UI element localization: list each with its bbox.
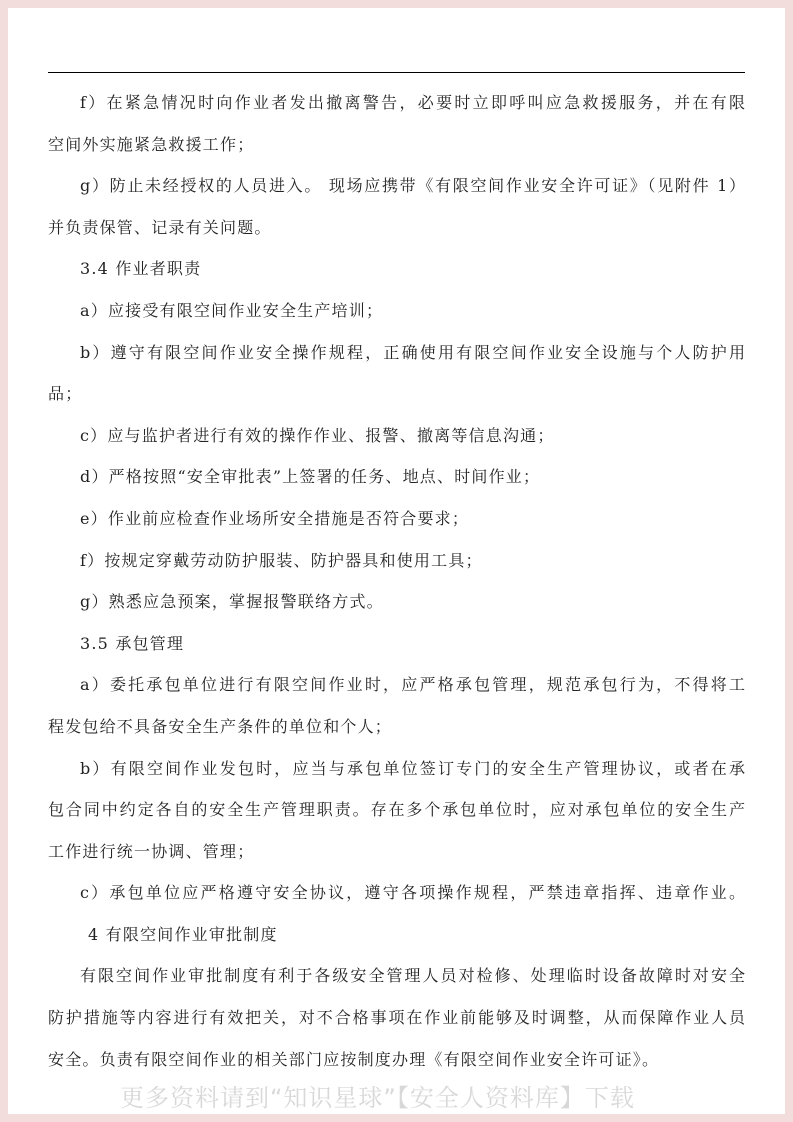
- section-heading: 4 有限空间作业审批制度: [88, 924, 278, 944]
- text-line: e）作业前应检查作业场所安全措施是否符合要求；: [80, 508, 470, 528]
- text-line: a）应接受有限空间作业安全生产培训；: [80, 300, 384, 320]
- text-line: 品；: [48, 384, 83, 404]
- text-line: 安全。负责有限空间作业的相关部门应按制度办理《有限空间作业安全许可证》。: [48, 1049, 660, 1069]
- watermark: 更多资料请到“知识星球”【安全人资料库】下载: [120, 1084, 635, 1112]
- text-line: 工作进行统一协调、管理；: [48, 841, 255, 861]
- text-line: b）遵守有限空间作业安全操作规程，正确使用有限空间作业安全设施与个人防护用: [80, 342, 745, 362]
- text-line: f）按规定穿戴劳动防护服装、防护器具和使用工具；: [80, 550, 483, 570]
- text-line: f）在紧急情况时向作业者发出撤离警告，必要时立即呼叫应急救援服务，并在有限: [80, 93, 745, 112]
- text-line: 空间外实施紧急救援工作；: [48, 134, 255, 154]
- text-line: 有限空间作业审批制度有利于各级安全管理人员对检修、处理临时设备故障时对安全: [80, 966, 745, 986]
- document-body: [48, 82, 745, 1080]
- text-line: 并负责保管、记录有关问题。: [48, 217, 272, 237]
- text-line: g）熟悉应急预案，掌握报警联络方式。: [80, 592, 384, 612]
- text-line: g）防止未经授权的人员进入。 现场应携带《有限空间作业安全许可证》（见附件 1）: [80, 176, 745, 196]
- text-line: b）有限空间作业发包时，应当与承包单位签订专门的安全生产管理协议，或者在承: [80, 758, 745, 778]
- document-page: [8, 8, 785, 1114]
- text-line: 3.4 作业者职责: [80, 259, 202, 279]
- text-line: 包合同中约定各自的安全生产管理职责。存在多个承包单位时，应对承包单位的安全生产: [48, 800, 745, 820]
- header-rule: [48, 72, 745, 73]
- text-line: 3.5 承包管理: [80, 633, 185, 653]
- text-line: d）严格按照“安全审批表”上签署的任务、地点、时间作业；: [80, 467, 541, 487]
- text-line: c）承包单位应严格遵守安全协议，遵守各项操作规程，严禁违章指挥、违章作业。: [80, 883, 745, 903]
- text-line: 防护措施等内容进行有效把关，对不合格事项在作业前能够及时调整，从而保障作业人员: [48, 1008, 745, 1028]
- text-line: c）应与监护者进行有效的操作作业、报警、撤离等信息沟通；: [80, 425, 555, 445]
- text-line: a）委托承包单位进行有限空间作业时，应严格承包管理，规范承包行为，不得将工: [80, 675, 745, 695]
- text-line: 程发包给不具备安全生产条件的单位和个人；: [48, 716, 393, 736]
